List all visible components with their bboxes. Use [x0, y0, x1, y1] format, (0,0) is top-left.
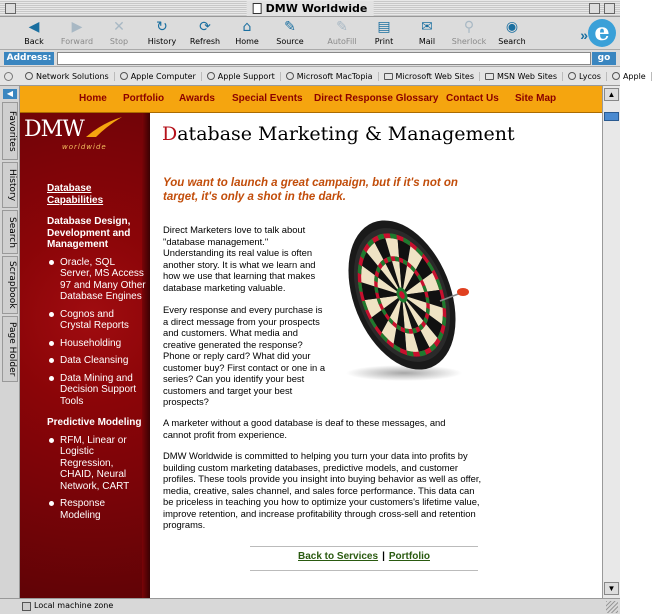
browser-toolbar	[0, 17, 620, 50]
globe-icon	[612, 72, 620, 80]
section-heading-predictive-modeling: Predictive Modeling	[47, 417, 142, 428]
home-icon: ⌂	[242, 19, 252, 35]
globe-icon	[207, 72, 215, 80]
nav-contact-link[interactable]: Contact Us	[446, 93, 499, 104]
folder-icon	[384, 73, 393, 80]
back-to-services-link[interactable]: Back to Services	[298, 551, 379, 562]
scroll-up-arrow-icon[interactable]: ▲	[604, 88, 619, 101]
resize-grip-icon[interactable]	[606, 601, 618, 613]
favorite-label: MSN Web Sites	[497, 71, 558, 81]
source-label: Source	[276, 37, 304, 46]
back-arrow-icon: ◀	[28, 19, 40, 35]
explorer-bar-tabs	[0, 86, 20, 598]
favorite-label: Lycos	[579, 71, 601, 81]
nav-awards-link[interactable]: Awards	[179, 93, 215, 104]
print-icon: ▤	[377, 19, 391, 35]
portfolio-link[interactable]: Portfolio	[388, 551, 430, 562]
window-title: DMW Worldwide	[265, 2, 368, 15]
explorer-toggle-arrow-icon[interactable]: ◀	[3, 89, 17, 99]
list-item[interactable]: Householding	[47, 338, 147, 350]
link-separator: |	[382, 551, 385, 562]
nav-special-events-link[interactable]: Special Events	[232, 93, 303, 104]
tab-history[interactable]: History	[2, 162, 18, 208]
favorite-label: Apple	[622, 71, 646, 81]
sherlock-icon: ⚲	[463, 19, 475, 35]
address-bar	[0, 50, 620, 67]
toolbar-more-chevron-icon[interactable]: »	[580, 27, 588, 43]
home-label: Home	[235, 37, 259, 46]
source-icon: ✎	[284, 19, 296, 35]
nav-portfolio-link[interactable]: Portfolio	[123, 93, 165, 104]
logo-subtext: worldwide	[62, 143, 107, 151]
favorite-label: Apple Computer	[130, 71, 196, 81]
web-content	[20, 86, 602, 598]
favorite-label: Apple Support	[217, 71, 275, 81]
scroll-thumb[interactable]	[604, 112, 619, 121]
window-titlebar[interactable]	[0, 0, 620, 17]
search-label: Search	[498, 37, 526, 46]
refresh-icon: ⟳	[199, 19, 211, 35]
window-title-wrap	[247, 1, 374, 16]
tab-search[interactable]: Search	[2, 210, 18, 254]
dmw-logo[interactable]	[24, 117, 107, 151]
divider-top	[250, 546, 478, 547]
address-label: Address:	[4, 52, 54, 65]
scroll-down-arrow-icon[interactable]: ▼	[604, 582, 619, 595]
back-label: Back	[24, 37, 44, 46]
favorites-grip-icon	[4, 72, 13, 81]
ie-logo-icon: e	[588, 19, 616, 47]
go-button[interactable]: go	[592, 52, 616, 65]
favorites-bar	[0, 67, 646, 86]
tab-scrapbook[interactable]: Scrapbook	[2, 256, 18, 314]
print-label: Print	[374, 37, 394, 46]
page-title	[162, 123, 515, 145]
main-content	[150, 113, 602, 598]
page-title-rest: atabase Marketing & Management	[177, 123, 515, 145]
logo-text: DMW	[24, 117, 84, 142]
predictive-modeling-list	[47, 435, 147, 522]
left-sidebar	[20, 113, 150, 598]
autofill-icon: ✎	[336, 19, 348, 35]
nav-glossary-link[interactable]: Direct Response Glossary	[314, 93, 439, 104]
favorite-label: Microsoft Web Sites	[395, 71, 474, 81]
list-item[interactable]: Oracle, SQL Server, MS Access 97 and Many Other Database Engines	[47, 257, 147, 303]
favorite-network-solutions[interactable]	[20, 72, 115, 81]
favorite-label: Microsoft MacTopia	[296, 71, 373, 81]
tab-favorites[interactable]: Favorites	[2, 102, 18, 160]
favorite-microsoft-web-sites[interactable]	[379, 72, 480, 81]
sherlock-label: Sherlock	[451, 37, 487, 46]
database-capabilities-link[interactable]: Database Capabilities	[47, 183, 104, 206]
paragraph-commitment: DMW Worldwide is committed to helping you turn your data into profits by building custom marketing databases, predictive models, and customer profiles. These tools provide you insight into buying behavior as well as offer, media, creative, sales channel, and sales force performance. This data can be priceless in teaching you how to optimize your customers's lifetime value, improve retention, and increase profitability through cross-sell and retention programs.	[163, 450, 482, 530]
zone-icon	[22, 602, 31, 611]
dartboard-image	[330, 213, 475, 385]
source-button[interactable]	[264, 19, 316, 48]
section-heading-database-design: Database Design, Development and Management	[47, 216, 131, 250]
list-item[interactable]: Response Modeling	[47, 498, 147, 521]
paragraph-response: Every response and every purchase is a direct message from your prospects and customers. What media and creative generated the response? Phone or reply card? What did your customer buy? First contact or one in a series? Can you identify your best customers and target your best prospects?	[163, 304, 326, 407]
tab-page-holder[interactable]: Page Holder	[2, 316, 18, 382]
stop-label: Stop	[109, 37, 129, 46]
forward-arrow-icon: ▶	[71, 19, 83, 35]
favorite-apple-support[interactable]	[202, 72, 281, 81]
search-eye-icon: ◉	[505, 19, 519, 35]
folder-icon	[485, 73, 494, 80]
favorite-apple[interactable]	[607, 72, 652, 81]
refresh-label: Refresh	[189, 37, 221, 46]
history-label: History	[147, 37, 177, 46]
globe-icon	[568, 72, 576, 80]
history-icon: ↻	[156, 19, 168, 35]
logo-swoosh-icon	[84, 115, 124, 139]
mail-icon: ✉	[421, 19, 433, 35]
favorite-apple-computer[interactable]	[115, 72, 202, 81]
window-zoom-button[interactable]	[589, 3, 600, 14]
tagline: You want to launch a great campaign, but if it's not on target, it's only a shot in the dark.	[163, 177, 458, 203]
address-input[interactable]	[57, 52, 591, 65]
list-item[interactable]: RFM, Linear or Logistic Regression, CHAID, Neural Network, CART	[47, 435, 147, 493]
security-zone-text: Local machine zone	[34, 601, 114, 610]
divider-bottom	[250, 570, 478, 571]
bottom-links	[250, 551, 478, 562]
left-nav	[47, 183, 147, 527]
window-close-button[interactable]	[5, 3, 16, 14]
list-item[interactable]: Data Cleansing	[47, 355, 147, 367]
site-nav	[20, 86, 602, 113]
favorite-lycos[interactable]	[563, 72, 607, 81]
document-icon	[253, 3, 262, 14]
favorite-msn-web-sites[interactable]	[480, 72, 563, 81]
nav-site-map-link[interactable]: Site Map	[515, 93, 557, 104]
window-collapse-button[interactable]	[604, 3, 615, 14]
list-item[interactable]: Data Mining and Decision Support Tools	[47, 373, 147, 408]
paragraph-deaf: A marketer without a good database is deaf to these messages, and cannot profit from experience.	[163, 417, 446, 440]
database-design-list	[47, 257, 147, 408]
nav-home-link[interactable]: Home	[79, 93, 107, 104]
mail-label: Mail	[418, 37, 436, 46]
page-title-initial: D	[162, 123, 178, 145]
search-button[interactable]	[486, 19, 538, 48]
favorite-label: Network Solutions	[36, 71, 109, 81]
status-bar	[0, 598, 620, 614]
paragraph-intro: Direct Marketers love to talk about "database management." Understanding its real value is often another story. It is what we learn and how we use that learning that makes database marketing valuable.	[163, 224, 316, 293]
globe-icon	[25, 72, 33, 80]
vertical-scrollbar[interactable]	[602, 86, 620, 598]
globe-icon	[120, 72, 128, 80]
stop-icon: ✕	[113, 19, 125, 35]
forward-label: Forward	[60, 37, 94, 46]
favorite-microsoft-mactopia[interactable]	[281, 72, 379, 81]
list-item[interactable]: Cognos and Crystal Reports	[47, 309, 147, 332]
globe-icon	[286, 72, 294, 80]
autofill-label: AutoFill	[327, 37, 357, 46]
